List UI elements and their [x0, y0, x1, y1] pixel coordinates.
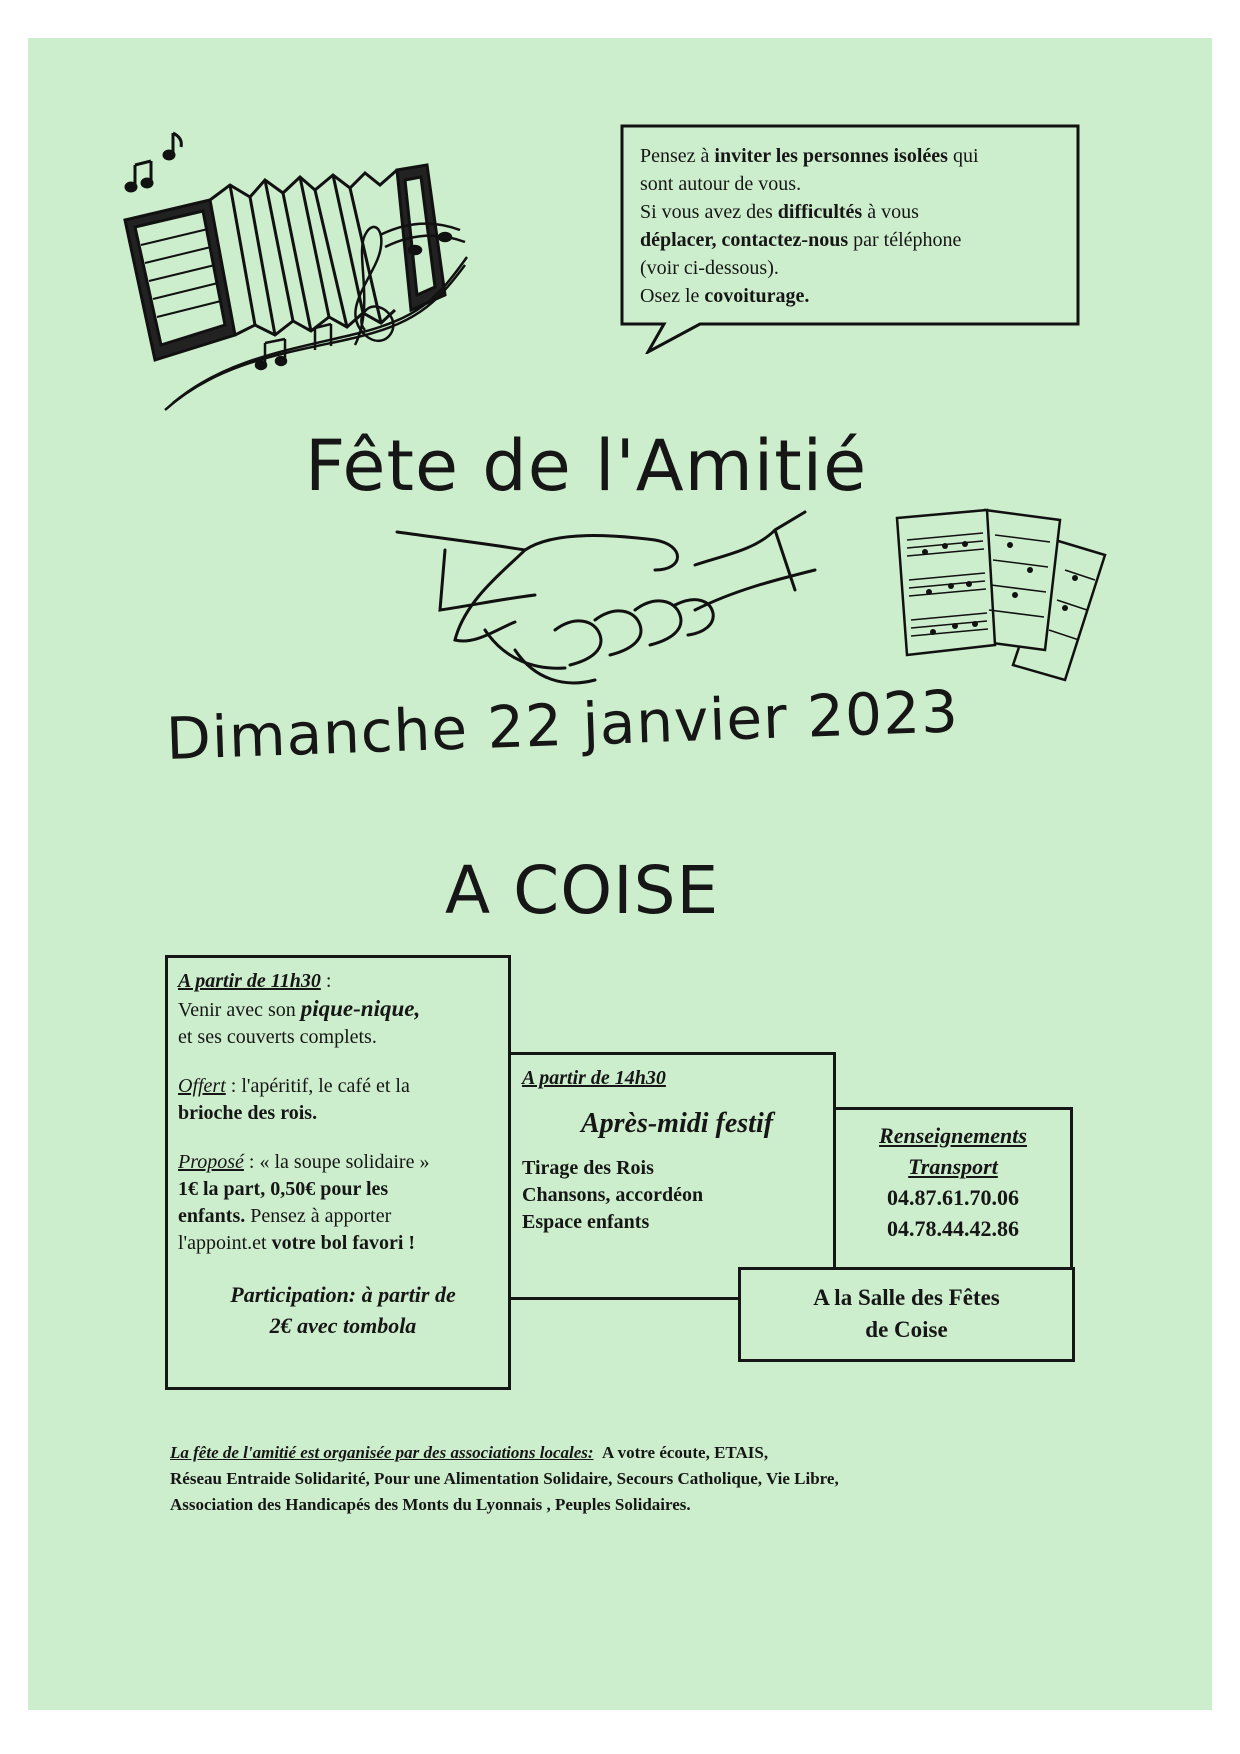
organizers-footer: La fête de l'amitié est organisée par des associations locales: A votre écoute, ETAIS, Réseau Entraide Solidarité, Pour une Alimentation Solidaire, Secours Catholique, Vie Libre, Association des Handicapés des Monts du Lyonnais , Peuples Solidaires. [170, 1443, 839, 1514]
lunch-box-content: A partir de 11h30 : Venir avec son pique-nique, et ses couverts complets. Offert : l'apéritif, le café et la brioche des rois. Proposé : « la soupe solidaire » 1€ la part, 0,50€ pour les enfants. Pensez à apporter l'appoint.et votre bol favori ! Participation: à partir de 2€ avec tombola [178, 970, 456, 1338]
venue-box-content: A la Salle des Fêtes de Coise [813, 1285, 1000, 1342]
sheet-music-icon [895, 500, 1110, 685]
handshake-icon [395, 510, 835, 690]
event-title: Fête de l'Amitié [305, 425, 868, 507]
event-date: Dimanche 22 janvier 2023 [165, 677, 960, 773]
speech-bubble-text: Pensez à inviter les personnes isolées qui sont autour de vous. Si vous avez des difficultés à vous déplacer, contactez-nous par téléphone (voir ci-dessous). Osez le covoiturage. [640, 145, 979, 307]
accordion-icon [115, 125, 475, 415]
event-place: A COISE [445, 852, 720, 929]
phone-number-1: 04.87.61.70.06 [887, 1185, 1019, 1210]
phone-number-2: 04.78.44.42.86 [887, 1216, 1019, 1241]
afternoon-box-content: A partir de 14h30 Après-midi festif Tirage des Rois Chansons, accordéon Espace enfants [522, 1067, 774, 1233]
organizers-intro: La fête de l'amitié est organisée par des associations locales: [170, 1443, 594, 1462]
transport-box-content: Renseignements Transport 04.87.61.70.06 04.78.44.42.86 [836, 1120, 1070, 1244]
